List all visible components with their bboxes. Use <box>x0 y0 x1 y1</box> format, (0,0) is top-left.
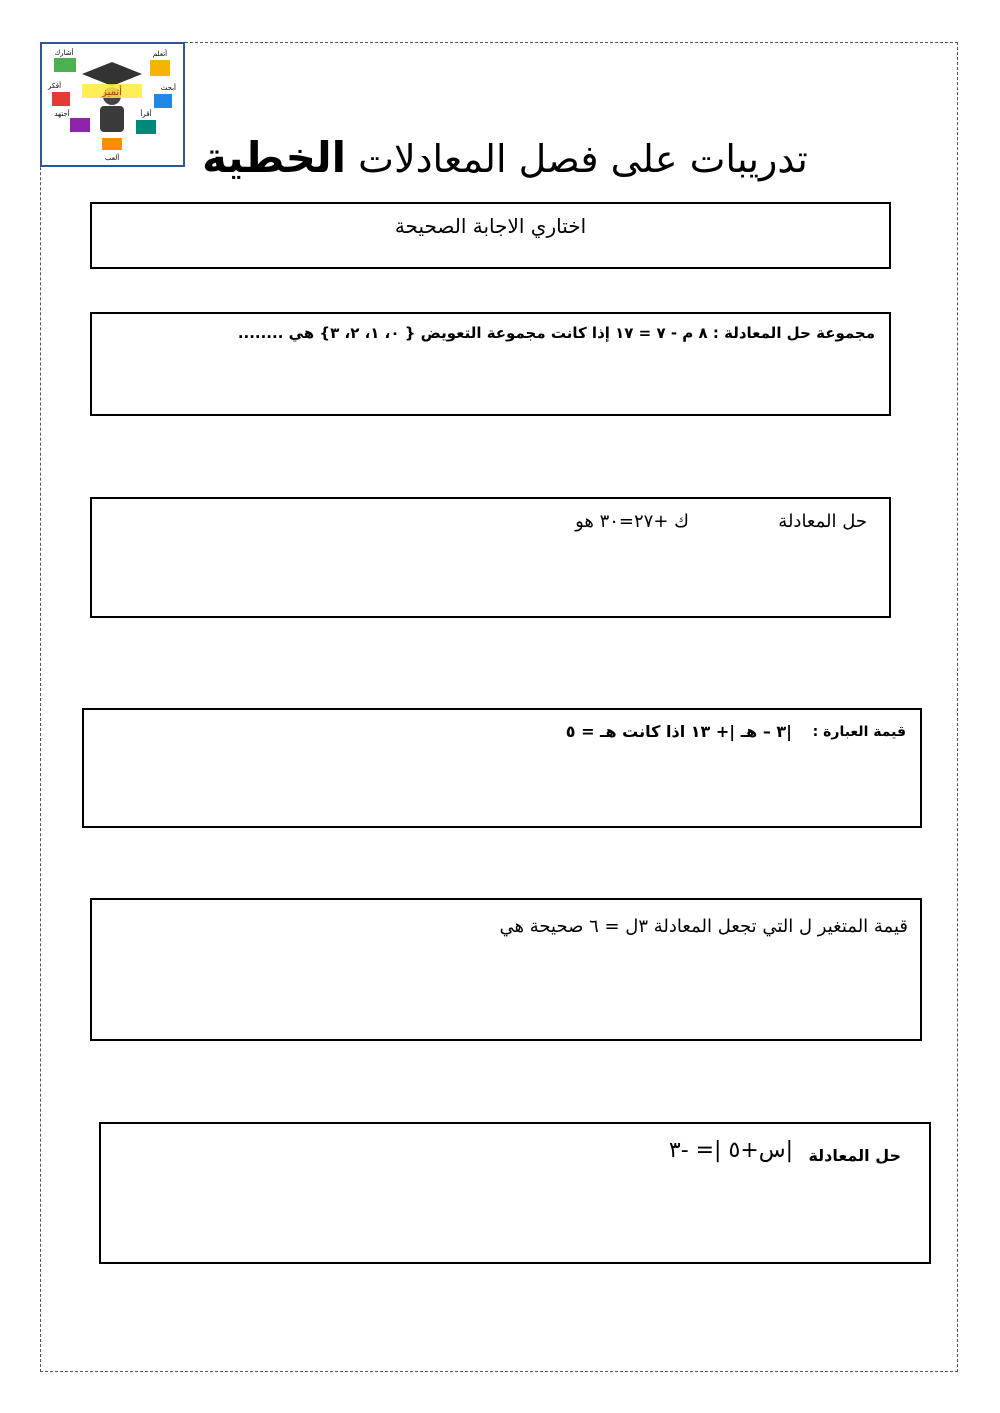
question-label: حل المعادلة <box>808 1146 901 1165</box>
question-label: حل المعادلة <box>778 511 867 532</box>
question-box-5 <box>99 1122 931 1264</box>
question-text: مجموعة حل المعادلة : ٨ م - ٧ = ١٧ إذا كانت مجموعة التعويض { ٠، ١، ٢، ٣} هي ........ <box>237 324 875 342</box>
page-title-regular: تدريبات على فصل المعادلات <box>358 137 808 181</box>
question-box-1 <box>90 312 891 416</box>
question-box-3 <box>82 708 922 828</box>
logo-word: أجتهد <box>54 110 70 118</box>
question-text: |س+٥ |= -٣ <box>668 1138 793 1163</box>
question-text: ك +٢٧=٣٠ هو <box>575 511 689 532</box>
page-title-bold: الخطية <box>202 133 347 182</box>
question-text: قيمة المتغير ل التي تجعل المعادلة ٣ل = ٦ صحيحة هي <box>499 916 908 937</box>
instruction-text: اختاري الاجابة الصحيحة <box>394 214 587 238</box>
logo-word: أقرأ <box>140 110 152 118</box>
question-label: قيمة العبارة : <box>812 724 906 740</box>
question-box-4 <box>90 898 922 1041</box>
logo-graphic <box>42 44 183 165</box>
instruction-box <box>90 202 891 269</box>
question-text: |٣ – هـ |+ ١٣ اذا كانت هـ = ٥ <box>565 722 792 741</box>
logo-word: أتعلم <box>152 50 168 58</box>
question-box-2 <box>90 497 891 618</box>
logo-word: ألعب <box>104 154 120 162</box>
logo-word: أشارك <box>54 49 74 57</box>
logo-word: أتميز <box>102 87 122 98</box>
logo-word: أفكر <box>48 82 62 90</box>
page-title <box>195 128 815 188</box>
logo-word: أبحث <box>160 84 176 92</box>
logo <box>40 42 185 167</box>
